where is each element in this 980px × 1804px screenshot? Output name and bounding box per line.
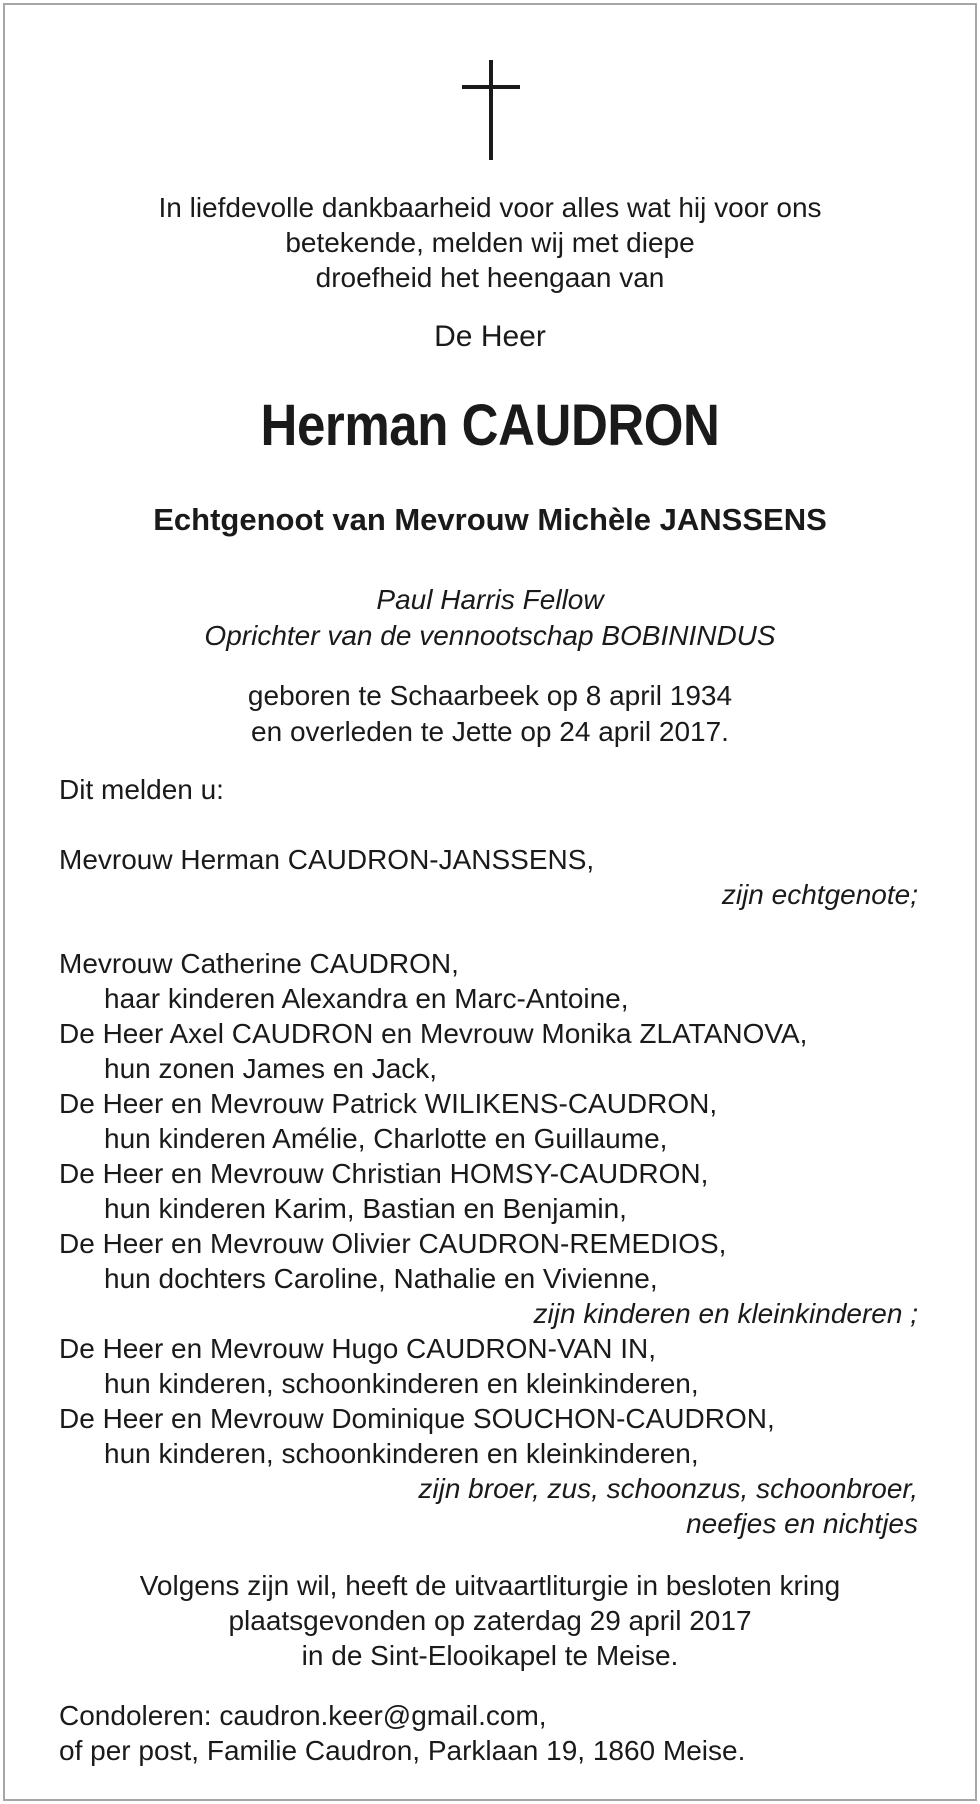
- deceased-name: Herman CAUDRON: [260, 393, 720, 458]
- family-line: De Heer en Mevrouw Patrick WILIKENS-CAUDRON,: [59, 1088, 718, 1119]
- siblings-relation: zijn broer, zus, schoonzus, schoonbroer,: [418, 1473, 918, 1504]
- honor-line: Paul Harris Fellow: [376, 584, 604, 615]
- condolence-address: of per post, Familie Caudron, Parklaan 19, 1860 Meise.: [59, 1735, 746, 1766]
- spouse-line: Echtgenoot van Mevrouw Michèle JANSSENS: [153, 502, 827, 537]
- family-line: De Heer en Mevrouw Dominique SOUCHON-CAUDRON,: [59, 1403, 775, 1434]
- death-line: en overleden te Jette op 24 april 2017.: [251, 716, 729, 747]
- honors: [0, 582, 980, 654]
- cross-icon: [460, 60, 522, 160]
- intro-line: In liefdevolle dankbaarheid voor alles wat hij voor ons: [158, 192, 822, 223]
- funeral-line: plaatsgevonden op zaterdag 29 april 2017: [228, 1605, 752, 1636]
- children-relation: zijn kinderen en kleinkinderen ;: [533, 1298, 918, 1329]
- family-line: hun kinderen Karim, Bastian en Benjamin,: [104, 1193, 627, 1224]
- family-line: haar kinderen Alexandra en Marc-Antoine,: [104, 983, 629, 1014]
- life-dates: [0, 678, 980, 750]
- family-line: De Heer en Mevrouw Olivier CAUDRON-REMEDIOS,: [59, 1228, 727, 1259]
- announce-line: Dit melden u:: [59, 774, 224, 805]
- funeral-notice: [0, 1568, 980, 1673]
- intro-line: betekende, melden wij met diepe: [285, 227, 695, 258]
- family-line: hun kinderen Amélie, Charlotte en Guillaume,: [104, 1123, 668, 1154]
- family-line: hun kinderen, schoonkinderen en kleinkinderen,: [104, 1438, 699, 1469]
- family-line: hun zonen James en Jack,: [104, 1053, 438, 1084]
- birth-line: geboren te Schaarbeek op 8 april 1934: [247, 680, 733, 711]
- condolence-email: Condoleren: caudron.keer@gmail.com,: [59, 1700, 547, 1731]
- widow-name: Mevrouw Herman CAUDRON-JANSSENS,: [59, 844, 595, 875]
- family-line: hun dochters Caroline, Nathalie en Vivienne,: [104, 1263, 658, 1294]
- intro-text: [0, 190, 980, 295]
- funeral-line: in de Sint-Elooikapel te Meise.: [301, 1640, 679, 1671]
- family-line: De Heer en Mevrouw Hugo CAUDRON-VAN IN,: [59, 1333, 656, 1364]
- siblings-relation: neefjes en nichtjes: [686, 1508, 918, 1539]
- intro-line: droefheid het heengaan van: [315, 262, 665, 293]
- widow-relation: zijn echtgenote;: [721, 879, 918, 910]
- title: De Heer: [434, 320, 546, 353]
- family-line: De Heer Axel CAUDRON en Mevrouw Monika ZLATANOVA,: [59, 1018, 808, 1049]
- family-line: De Heer en Mevrouw Christian HOMSY-CAUDRON,: [59, 1158, 709, 1189]
- family-line: Mevrouw Catherine CAUDRON,: [59, 948, 459, 979]
- honor-line: Oprichter van de vennootschap BOBININDUS: [204, 620, 776, 651]
- funeral-line: Volgens zijn wil, heeft de uitvaartliturgie in besloten kring: [139, 1570, 841, 1601]
- family-line: hun kinderen, schoonkinderen en kleinkinderen,: [104, 1368, 699, 1399]
